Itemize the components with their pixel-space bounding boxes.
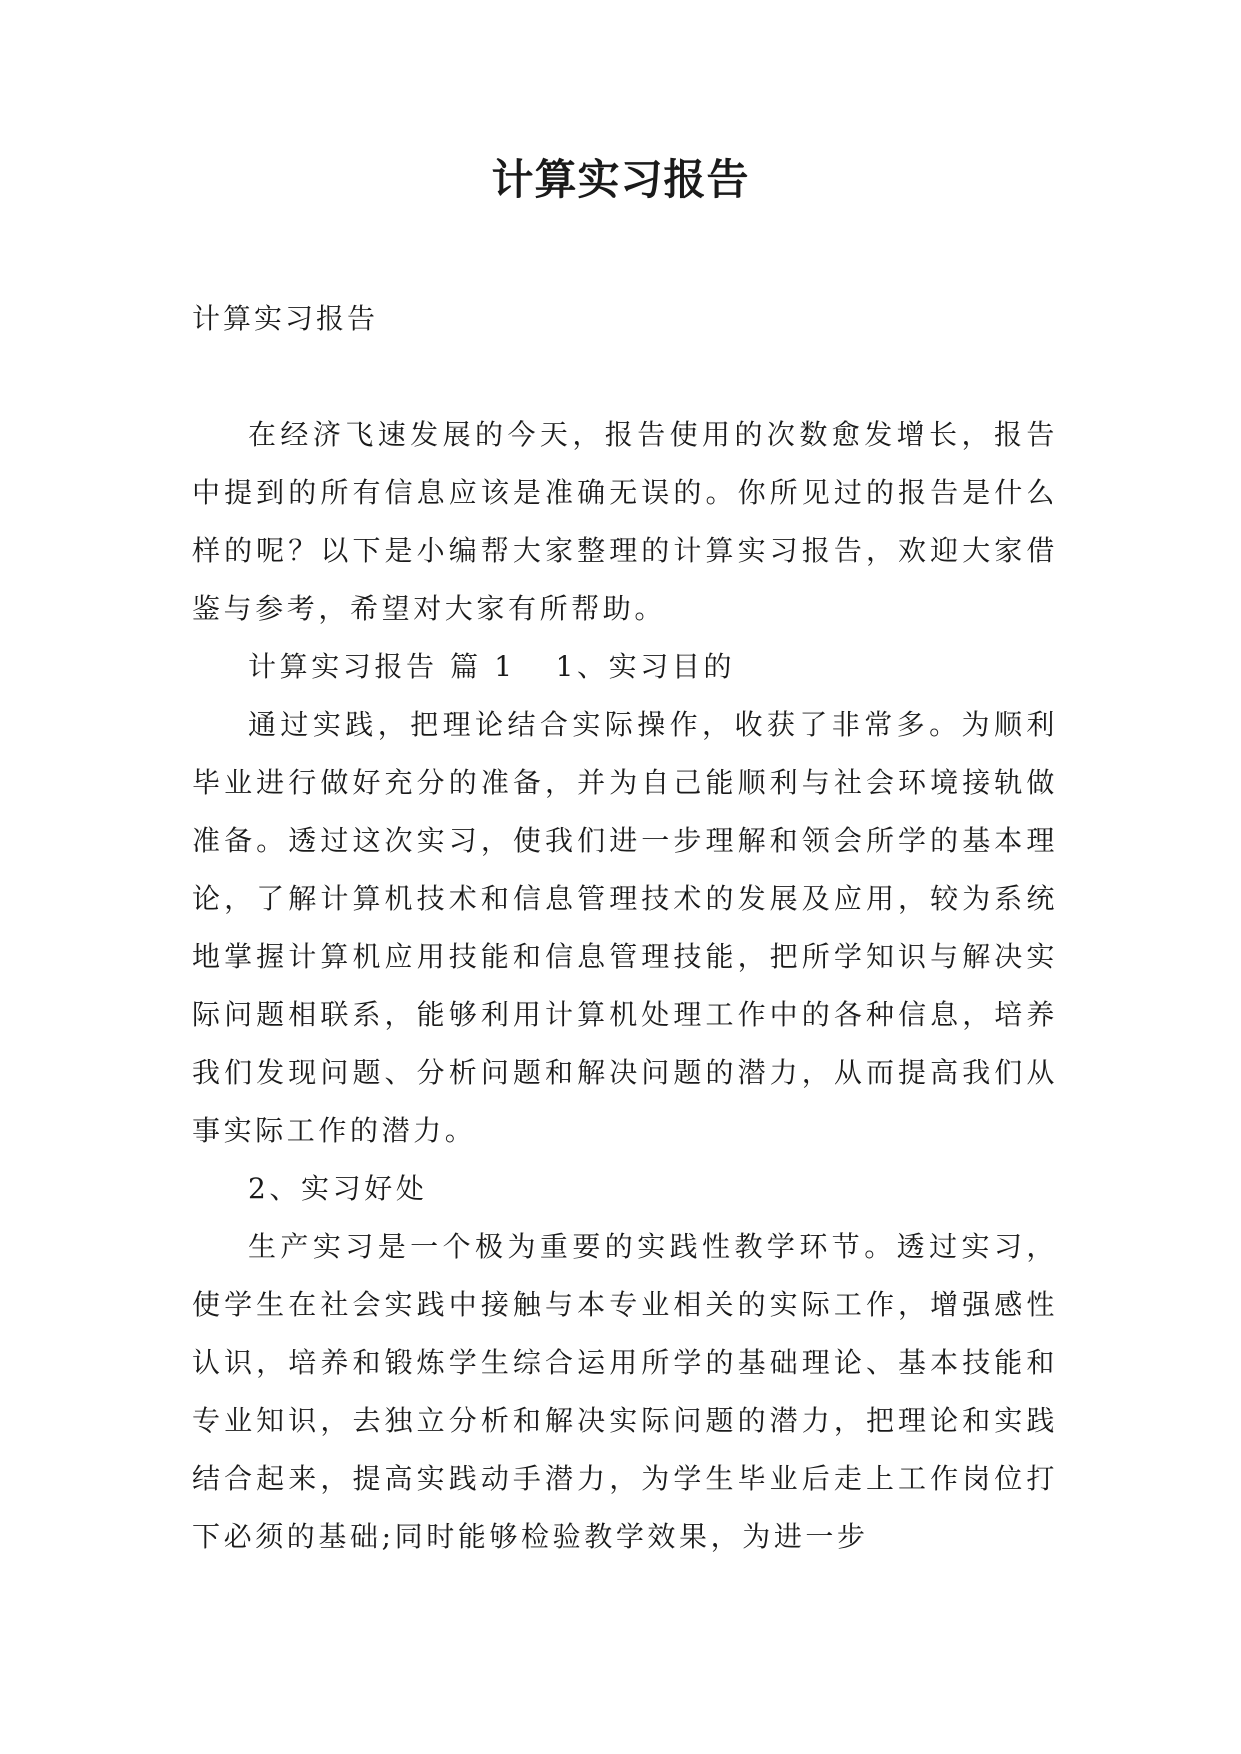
section1-heading-line	[192, 638, 1058, 696]
document-subtitle: 计算实习报告	[192, 302, 379, 335]
document-title: 计算实习报告	[491, 155, 750, 204]
section2-paragraph: 生产实习是一个极为重要的实践性教学环节。透过实习，使学生在社会实践中接触与本专业相关的实际工作，增强感性认识，培养和锻炼学生综合运用所学的基础理论、基本技能和专业知识，去独立分析和解决实际问题的潜力，把理论和实践结合起来，提高实践动手潜力，为学生毕业后走上工作岗位打下必须的基础;同时能够检验教学效果，为进一步	[192, 1230, 1058, 1553]
section1-paragraph: 通过实践，把理论结合实际操作，收获了非常多。为顺利毕业进行做好充分的准备，并为自己能顺利与社会环境接轨做准备。透过这次实习，使我们进一步理解和领会所学的基本理论，了解计算机技术和信息管理技术的发展及应用，较为系统地掌握计算机应用技能和信息管理技能，把所学知识与解决实际问题相联系，能够利用计算机处理工作中的各种信息，培养我们发现问题、分析问题和解决问题的潜力，从而提高我们从事实际工作的潜力。	[192, 708, 1058, 1147]
section1-label: 计算实习报告 篇 1	[248, 650, 516, 683]
document-body	[192, 406, 1058, 1566]
section2-heading: 2、实习好处	[248, 1172, 428, 1205]
section1-heading: 1、实习目的	[555, 650, 736, 683]
intro-paragraph: 在经济飞速发展的今天，报告使用的次数愈发增长，报告中提到的所有信息应该是准确无误的。你所见过的报告是什么样的呢？以下是小编帮大家整理的计算实习报告，欢迎大家借鉴与参考，希望对大家有所帮助。	[192, 418, 1058, 625]
